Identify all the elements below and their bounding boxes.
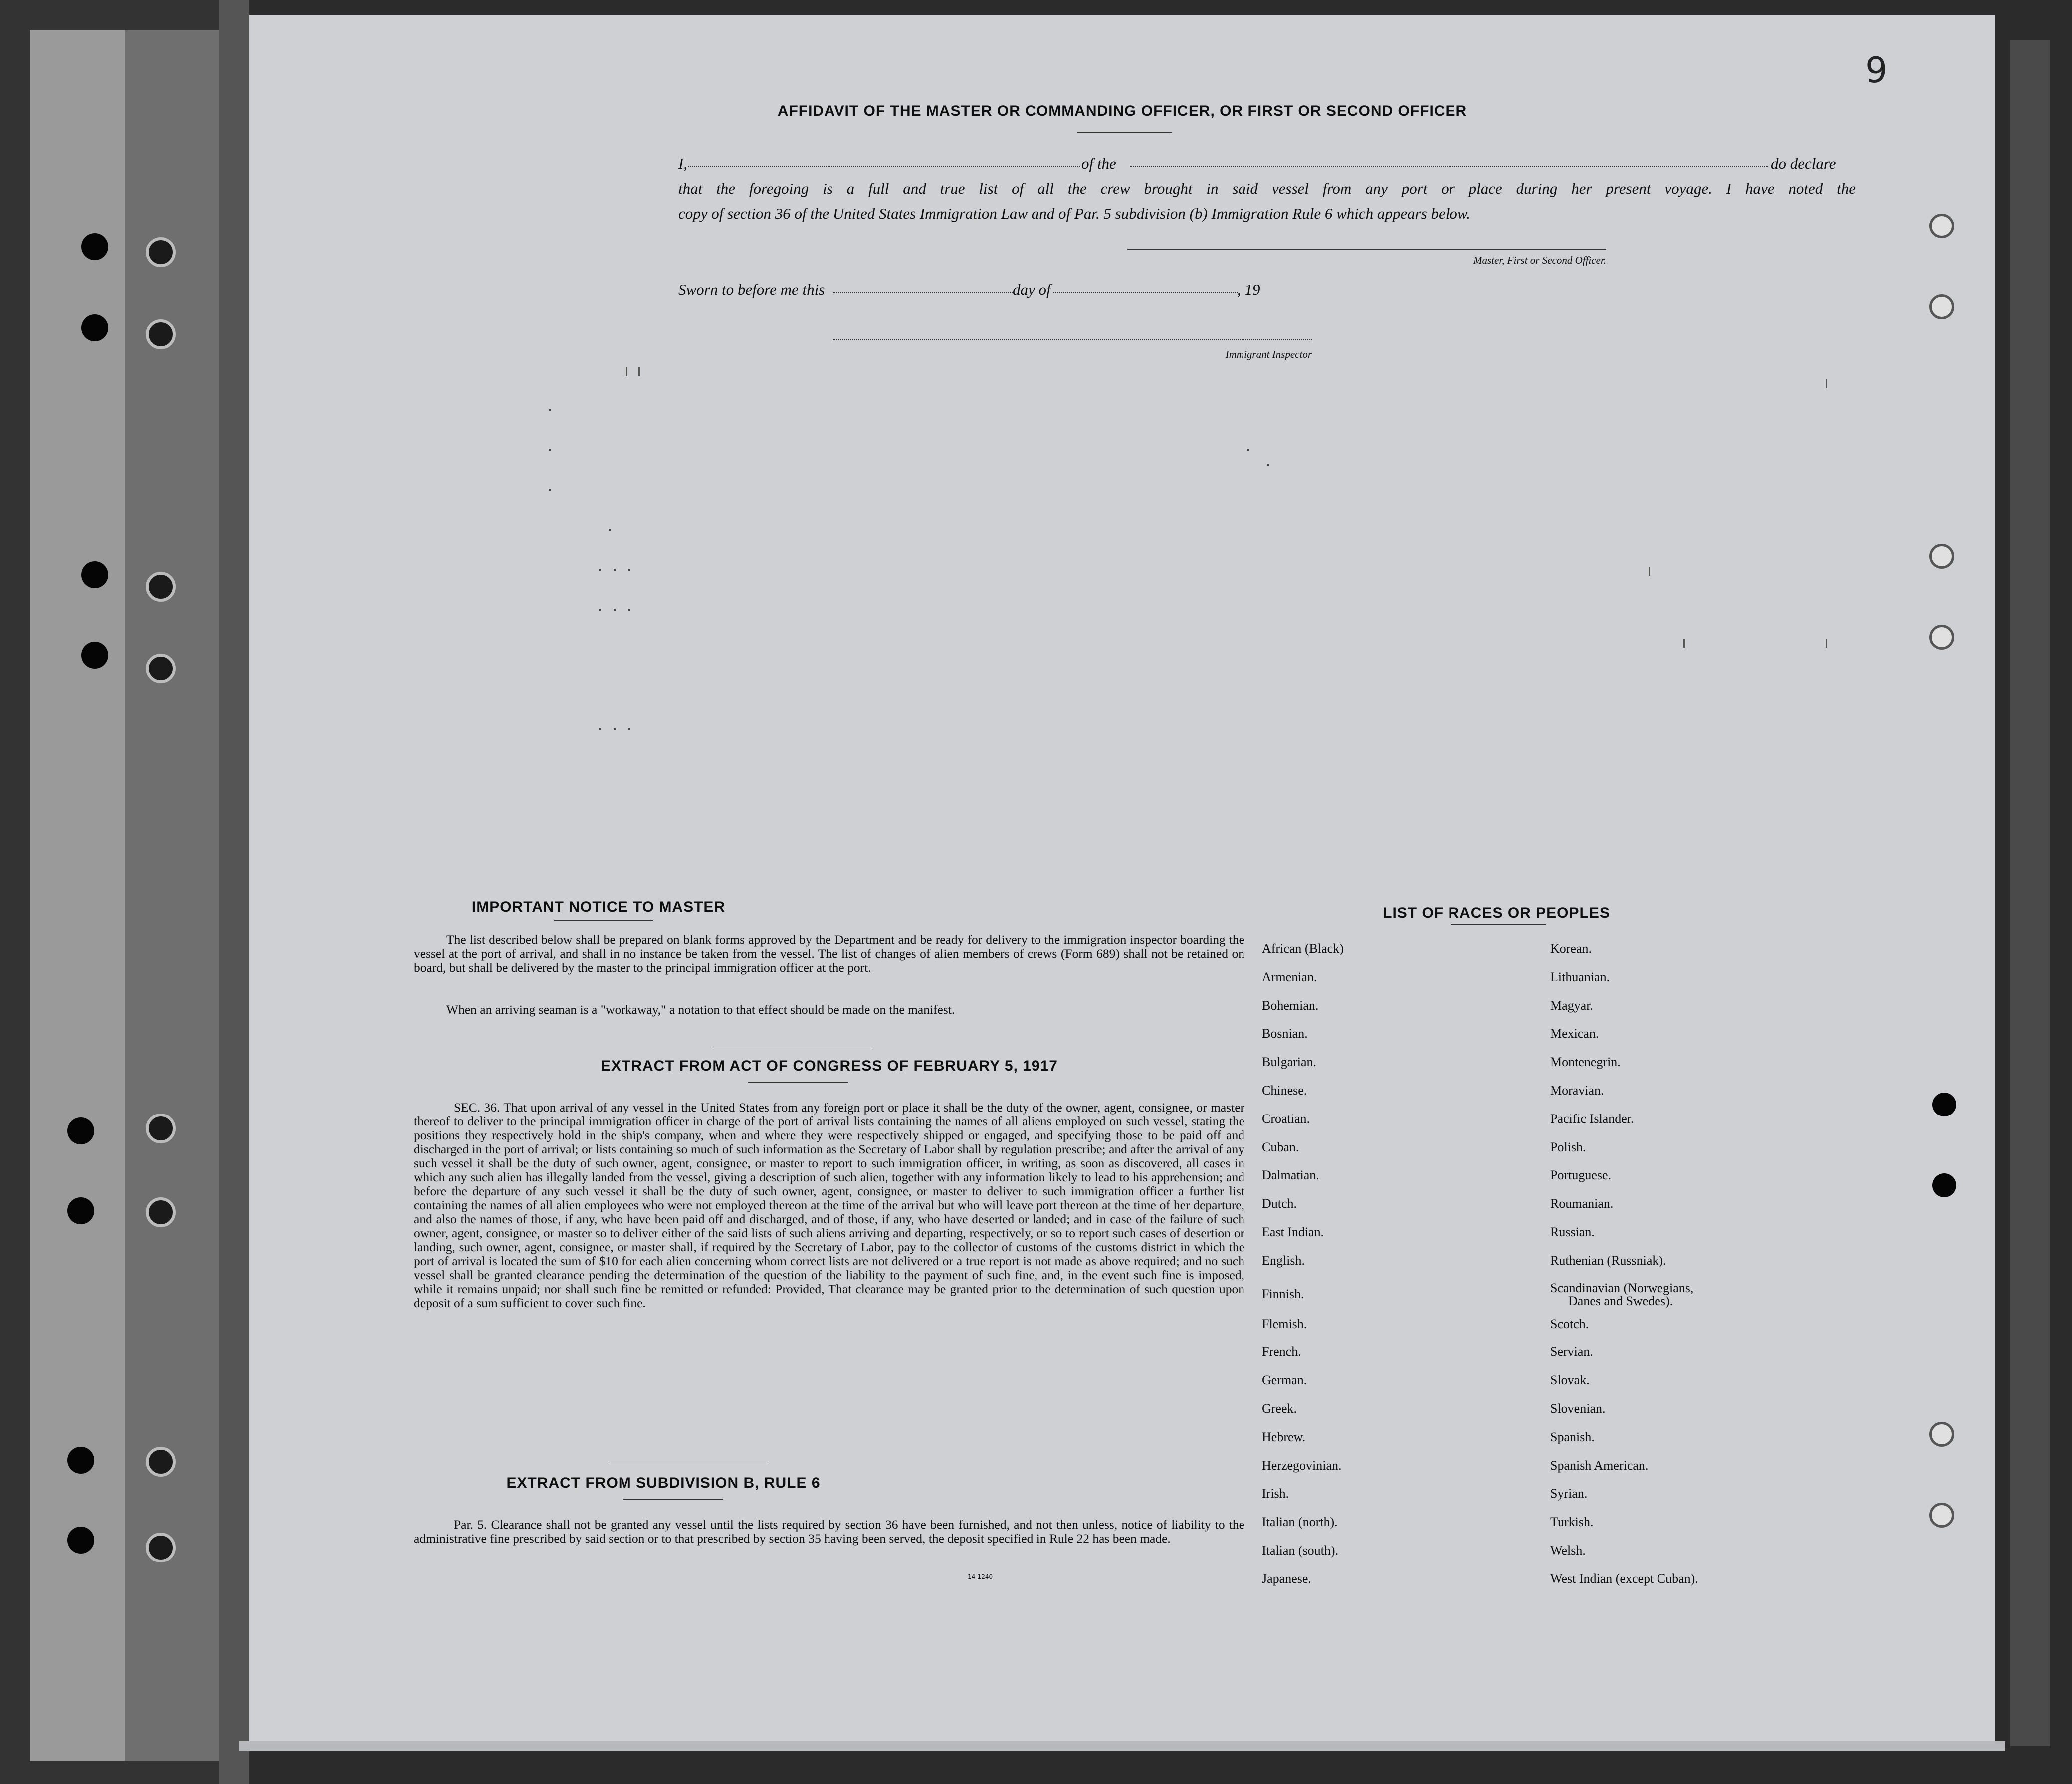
notice-paragraph-1: The list described below shall be prepared on blank forms approved by the Department and be ready for delivery to the immigration inspector boarding the vessel at the port of arrival, and shall in no instance be taken from the vessel. The list of changes of alien members of crews (Form 689) shall not be retained on board, but shall be delivered by the master to the principal immigration officer at the port. xyxy=(414,932,1244,975)
races-right-column xyxy=(1550,941,1698,1600)
punch-hole xyxy=(146,1114,176,1143)
race-item: French. xyxy=(1262,1344,1301,1359)
punch-hole xyxy=(81,561,108,588)
race-item: Croatian. xyxy=(1262,1111,1310,1126)
race-item: West Indian (except Cuban). xyxy=(1550,1571,1698,1586)
sworn-day-of: day of xyxy=(1013,281,1051,298)
extract-act-text: SEC. 36. That upon arrival of any vessel in the United States from any foreign port or place it shall be the duty of the owner, agent, consignee, or master thereof to deliver to the principal immigration officer in charge of the port of arrival lists containing the names of all aliens employed on such vessel, stating the positions they respectively hold in the ship's company, when and where they were respectively shipped or engaged, and specifying those to be paid off and discharged in the port of arrival; or lists containing so much of such information as the Secretary of Labor shall by regulation prescribe; and after the arrival of any such vessel it shall be the duty of such owner, agent, consignee, or master to report to such immigration officer, in writing, as soon as discovered, all cases in which any such alien has illegally landed from the vessel, giving a description of such alien, together with any information likely to lead to his apprehension; and before the departure of any such vessel it shall be the duty of such owner, agent, consignee, or master to deliver to such immigration officer a further list containing the names of all alien employees who were not employed thereon at the time of the arrival but who will leave port thereon at the time of her departure, and also the names of those, if any, who have been paid off and discharged, and of those, if any, who have deserted or landed; and in case of the failure of such owner, agent, consignee, or master so to deliver either of the said lists of such aliens arriving and departing, respectively, or so to report such cases of desertion or landing, such owner, agent, consignee, or master shall, if required by the Secretary of Labor, pay to the collector of customs of the customs district in which the port of arrival is located the sum of $10 for each alien concerning whom correct lists are not delivered or a true report is not made as above required; and no such vessel shall be granted clearance pending the determination of the question of the liability to the payment of such fine, and, in the event such fine is imposed, while it remains unpaid; nor shall such fine be remitted or refunded: Provided, That clearance may be granted prior to the determination of such question upon deposit of a sum sufficient to cover such fine. xyxy=(414,1100,1244,1310)
scan-mark xyxy=(599,569,601,571)
affidavit-heading: AFFIDAVIT OF THE MASTER OR COMMANDING OFFICER, OR FIRST OR SECOND OFFICER xyxy=(777,103,1467,119)
race-item: Syrian. xyxy=(1550,1486,1588,1501)
punch-hole xyxy=(146,319,176,349)
page-hole xyxy=(1929,1503,1954,1528)
races-heading: LIST OF RACES OR PEOPLES xyxy=(1383,905,1610,921)
scan-mark xyxy=(549,409,551,411)
race-item: Hebrew. xyxy=(1262,1429,1306,1444)
race-item: Greek. xyxy=(1262,1401,1297,1416)
race-item: Herzegovinian. xyxy=(1262,1458,1342,1473)
punch-hole xyxy=(67,1197,94,1224)
race-item: Slovak. xyxy=(1550,1373,1590,1388)
race-item: Scotch. xyxy=(1550,1316,1589,1331)
punch-hole xyxy=(81,233,108,260)
scan-mark xyxy=(1267,464,1269,466)
sworn-month-field[interactable] xyxy=(1053,292,1238,293)
punch-hole xyxy=(67,1117,94,1144)
page-edge xyxy=(239,1741,2005,1751)
divider xyxy=(554,920,653,921)
divider xyxy=(1077,132,1172,133)
punch-hole xyxy=(146,654,176,683)
extract-rule-text: Par. 5. Clearance shall not be granted any vessel until the lists required by section 36 have been furnished, and not then unless, notice of liability to the administrative fine prescribed by said section or to that prescribed by section 35 having been served, the deposit specified in Rule 22 has been made. xyxy=(414,1517,1244,1546)
race-item: Dutch. xyxy=(1262,1196,1297,1211)
affidavit-line2: that the foregoing is a full and true list of all the crew brought in said vessel from any port or place during her present voyage. I have noted the xyxy=(678,180,1856,197)
race-item-scandinavian xyxy=(1550,1282,1698,1317)
scan-mark xyxy=(549,449,551,451)
scan-mark xyxy=(628,728,630,730)
race-item: German. xyxy=(1262,1373,1307,1388)
punch-hole xyxy=(67,1527,94,1554)
page-hole xyxy=(1929,1422,1954,1447)
divider xyxy=(623,1499,723,1500)
scan-mark xyxy=(628,569,630,571)
race-item: Russian. xyxy=(1550,1224,1595,1239)
scan-mark xyxy=(599,609,601,611)
race-item: Lithuanian. xyxy=(1550,969,1610,984)
binder-strip xyxy=(219,0,249,1784)
scan-mark xyxy=(1649,567,1650,576)
race-item: Servian. xyxy=(1550,1344,1593,1359)
punch-hole xyxy=(146,572,176,602)
race-item: Pacific Islander. xyxy=(1550,1111,1634,1126)
punch-hole xyxy=(81,642,108,669)
race-item: Spanish. xyxy=(1550,1429,1595,1444)
scan-mark xyxy=(1683,639,1685,648)
page-hole xyxy=(1932,1093,1956,1116)
race-item: Polish. xyxy=(1550,1139,1586,1154)
binder-edge xyxy=(0,0,249,1784)
scan-mark xyxy=(638,367,640,376)
race-item: East Indian. xyxy=(1262,1224,1324,1239)
punch-hole xyxy=(146,237,176,267)
scan-mark xyxy=(1247,449,1249,451)
inspector-caption: Immigrant Inspector xyxy=(1225,348,1312,360)
affidavit-declare: do declare xyxy=(1771,155,1836,172)
extract-rule-heading: EXTRACT FROM SUBDIVISION B, RULE 6 xyxy=(506,1475,821,1491)
race-item: Italian (south). xyxy=(1262,1543,1339,1558)
punch-hole xyxy=(146,1197,176,1227)
binder-strip xyxy=(30,30,130,1761)
scan-mark xyxy=(614,609,616,611)
affidavit-of-the: of the xyxy=(1081,155,1116,172)
race-item: African (Black) xyxy=(1262,941,1344,956)
affidavit-i: I, xyxy=(678,155,688,172)
race-item: Magyar. xyxy=(1550,998,1593,1013)
manifest-page xyxy=(249,15,1995,1741)
race-item: Welsh. xyxy=(1550,1543,1586,1558)
scan-mark xyxy=(599,728,601,730)
page-hole xyxy=(1929,214,1954,238)
notice-paragraph-2: When an arriving seaman is a "workaway," a notation to that effect should be made on the manifest. xyxy=(446,1002,955,1017)
scan-mark xyxy=(1826,379,1827,388)
race-item: Dalmatian. xyxy=(1262,1168,1319,1183)
notice-heading: IMPORTANT NOTICE TO MASTER xyxy=(471,899,726,915)
affidavit-line3: copy of section 36 of the United States Immigration Law and of Par. 5 subdivision (b) Immigration Rule 6 which appears below. xyxy=(678,205,1471,222)
race-item: Bosnian. xyxy=(1262,1026,1308,1041)
race-item: Montenegrin. xyxy=(1550,1055,1621,1070)
race-item: Japanese. xyxy=(1262,1571,1311,1586)
page-hole xyxy=(1929,544,1954,569)
race-item: Cuban. xyxy=(1262,1139,1299,1154)
scan-mark xyxy=(628,609,630,611)
race-item: Scandinavian (Norwegians, xyxy=(1550,1280,1694,1295)
name-field[interactable] xyxy=(688,166,1080,167)
signature-caption: Master, First or Second Officer. xyxy=(1473,254,1606,266)
binder-strip xyxy=(125,30,224,1761)
punch-hole xyxy=(146,1533,176,1562)
race-item: English. xyxy=(1262,1253,1305,1268)
right-strip xyxy=(2010,40,2050,1746)
race-item: Turkish. xyxy=(1550,1515,1594,1530)
race-item: Roumanian. xyxy=(1550,1196,1614,1211)
race-item: Ruthenian (Russniak). xyxy=(1550,1253,1666,1268)
punch-hole xyxy=(67,1447,94,1474)
race-item: Korean. xyxy=(1550,941,1592,956)
page-number: 9 xyxy=(1865,50,1888,91)
race-item: Spanish American. xyxy=(1550,1458,1649,1473)
page-hole xyxy=(1932,1173,1956,1197)
scan-mark xyxy=(614,569,616,571)
sworn-day-field[interactable] xyxy=(833,292,1013,293)
scan-mark xyxy=(609,529,611,531)
race-item: Finnish. xyxy=(1262,1286,1304,1301)
race-item: Bulgarian. xyxy=(1262,1055,1317,1070)
divider xyxy=(1451,924,1546,925)
page-hole xyxy=(1929,625,1954,650)
race-item: Flemish. xyxy=(1262,1316,1307,1331)
race-item: Italian (north). xyxy=(1262,1515,1338,1530)
inspector-signature-line[interactable] xyxy=(833,339,1312,340)
race-item-continuation: Danes and Swedes). xyxy=(1568,1293,1673,1308)
scan-mark xyxy=(549,489,551,491)
race-item: Slovenian. xyxy=(1550,1401,1606,1416)
scan-mark xyxy=(626,367,627,376)
sworn-prefix: Sworn to before me this xyxy=(678,281,825,298)
race-item: Irish. xyxy=(1262,1486,1289,1501)
scan-mark xyxy=(614,728,616,730)
punch-hole xyxy=(146,1447,176,1477)
scan-mark xyxy=(1826,639,1827,648)
race-item: Chinese. xyxy=(1262,1083,1307,1098)
race-item: Mexican. xyxy=(1550,1026,1599,1041)
race-item: Armenian. xyxy=(1262,969,1317,984)
page-hole xyxy=(1929,294,1954,319)
vessel-field[interactable] xyxy=(1130,166,1768,167)
divider xyxy=(748,1082,848,1083)
race-item: Portuguese. xyxy=(1550,1168,1612,1183)
race-item: Moravian. xyxy=(1550,1083,1604,1098)
signature-line[interactable] xyxy=(1127,249,1606,250)
form-code: 14-1240 xyxy=(968,1573,993,1580)
punch-hole xyxy=(81,314,108,341)
sworn-year: , 19 xyxy=(1237,281,1260,298)
extract-act-heading: EXTRACT FROM ACT OF CONGRESS OF FEBRUARY 5, 1917 xyxy=(601,1058,1058,1074)
race-item: Bohemian. xyxy=(1262,998,1319,1013)
races-left-column xyxy=(1262,941,1344,1600)
